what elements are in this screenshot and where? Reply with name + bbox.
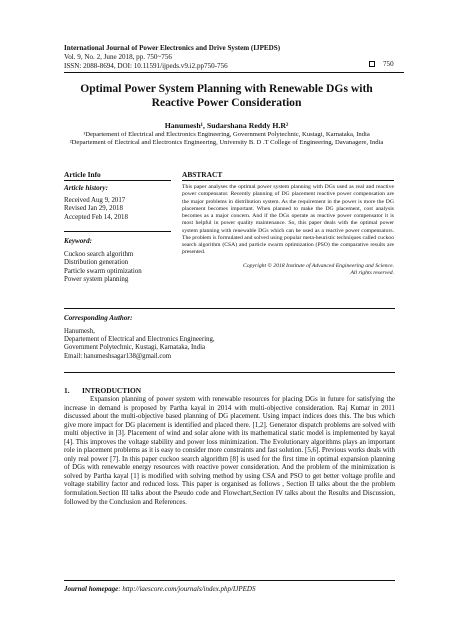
corresponding-rule-bottom	[64, 372, 395, 373]
footer	[64, 585, 255, 593]
article-info-rule	[64, 180, 171, 181]
keyword: Cuckoo search algorithm	[64, 251, 134, 258]
paper-title: Optimal Power System Planning with Renewable DGs with Reactive Power Consideration	[80, 82, 373, 110]
section-heading	[64, 386, 141, 395]
history-heading: Article history:	[64, 184, 108, 192]
abstract-heading: ABSTRACT	[182, 170, 223, 179]
running-header	[64, 44, 404, 71]
corresponding-details	[64, 328, 364, 361]
corresponding-name: Hanumesh,	[64, 328, 95, 335]
history-received: Received Aug 9, 2017	[64, 197, 126, 204]
page-number-area	[369, 60, 394, 68]
footer-label: Journal homepage	[64, 585, 119, 593]
page-number: 750	[383, 60, 394, 68]
corresponding-heading: Corresponding Author:	[64, 314, 133, 322]
history-revised: Revised Jan 29, 2018	[64, 205, 123, 213]
copyright-line-1: Copyright © 2018 Institute of Advanced Engineering and Science.	[243, 263, 394, 269]
corresponding-institution: Government Polytechnic, Kustagi, Karnataka, India	[64, 344, 205, 352]
section-number: 1.	[64, 386, 70, 395]
journal-name: International Journal of Power Electronics and Drive System (IJPEDS)	[64, 44, 281, 52]
keyword: Particle swarm optimization	[64, 267, 142, 275]
abstract-text: This paper analyses the optimal power system planning with DGs used as real and reactive power compensator. Recently planning of DG placement reactive power compensation are the major problems in distribution system. As the requirement in the power is more the DG placement becomes important. When planned to make the DG placement, cost analysis becomes as a major concern. And if the DGs operate as reactive power compensator it is most helpful in power quality maintenance. So, this paper deals with the optimal power system planning with renewable DGs which can be used as a reactive power compensators. The problem is formulated and solved using popular meta-heuristic techniques called cuckoo search algorithm (CSA) and particle swarm optimization (PSO) the comparative results are presented.	[182, 184, 394, 256]
corresponding-dept: Departement of Electrical and Electronics Engineering,	[64, 336, 215, 344]
keyword: Distribution generation	[64, 259, 129, 267]
header-divider	[64, 72, 404, 73]
copyright	[182, 263, 394, 278]
square-icon	[369, 61, 375, 67]
section-title: INTRODUCTION	[82, 386, 142, 395]
keywords-list	[64, 251, 142, 285]
paper-authors: Hanumesh¹, Sudarshana Reddy H.R²	[164, 121, 289, 130]
abstract-rule	[182, 180, 394, 181]
affiliations	[60, 131, 393, 148]
journal-homepage-link[interactable]: : http://iaescore.com/journals/index.php/IJPEDS	[118, 585, 256, 593]
history-divider	[64, 231, 171, 232]
footer-divider	[64, 580, 395, 581]
issn-doi: ISSN: 2088-8694, DOI: 10.11591/ijpeds.v9.i2.pp750-756	[64, 61, 228, 70]
volume-info: Vol. 9, No. 2, June 2018, pp. 750~756	[64, 52, 172, 61]
article-info-heading: Article Info	[64, 170, 101, 179]
affiliation-1: ¹Departement of Electrical and Electronics Engineering, Government Polytechnic, Kustagi, Karnataka, India	[83, 131, 370, 138]
copyright-line-2: All rights reserved.	[350, 270, 394, 277]
keywords-heading: Keyword:	[64, 237, 92, 245]
keyword: Power system planning	[64, 276, 129, 284]
history-list	[64, 197, 128, 222]
history-accepted: Accepted Feb 14, 2018	[64, 213, 128, 221]
corresponding-rule-top	[64, 308, 395, 309]
affiliation-2: ²Departement of Electrical and Electronics Engineering, University B. D .T College of Engineering, Davanagere, India	[69, 139, 384, 147]
introduction-text: Expansion planning of power system with renewable resources for placing DGs in future for satisfying the increase in demand is proposed by Partha kayal in 2014 with multi-objective consideration. Raj Kumar in 2011 discussed about the multi-objective based planning of DG placement. Using impact indices does this. The bus which give more impact for DG placement is identified and placed there. [1,2]. Generator dispatch problems are solved with multi objective in [3]. Placement of wind and solar alone with its mathematical static model is implemented by kayal [4]. This improves the voltage stability and power loss minimization. The Evolutionary algorithms plays an important role in placement problems as it is easy to consider more constraints and fast solution. [5,6]. Previous works deals with only real power [7]. In this paper cuckoo search algorithm [8] is used for the first time in optimal expansion planning of DGs with renewable energy resources with reactive power consideration. And the problem of the minimization is solved by Partha kayal [1] is modified with solving method by using CSA and PSO to get better voltage profile and voltage stability factor and reduced loss. This paper is organised as follows , Section II talks about the the problem formulation.Section III talks about the Pseudo code and Flowchart,Section IV talks about the Results and Discussion, followed by the Conclusion and References.	[64, 395, 395, 506]
corresponding-email: Email: hanumeshsagar138@gmail.com	[64, 352, 172, 360]
